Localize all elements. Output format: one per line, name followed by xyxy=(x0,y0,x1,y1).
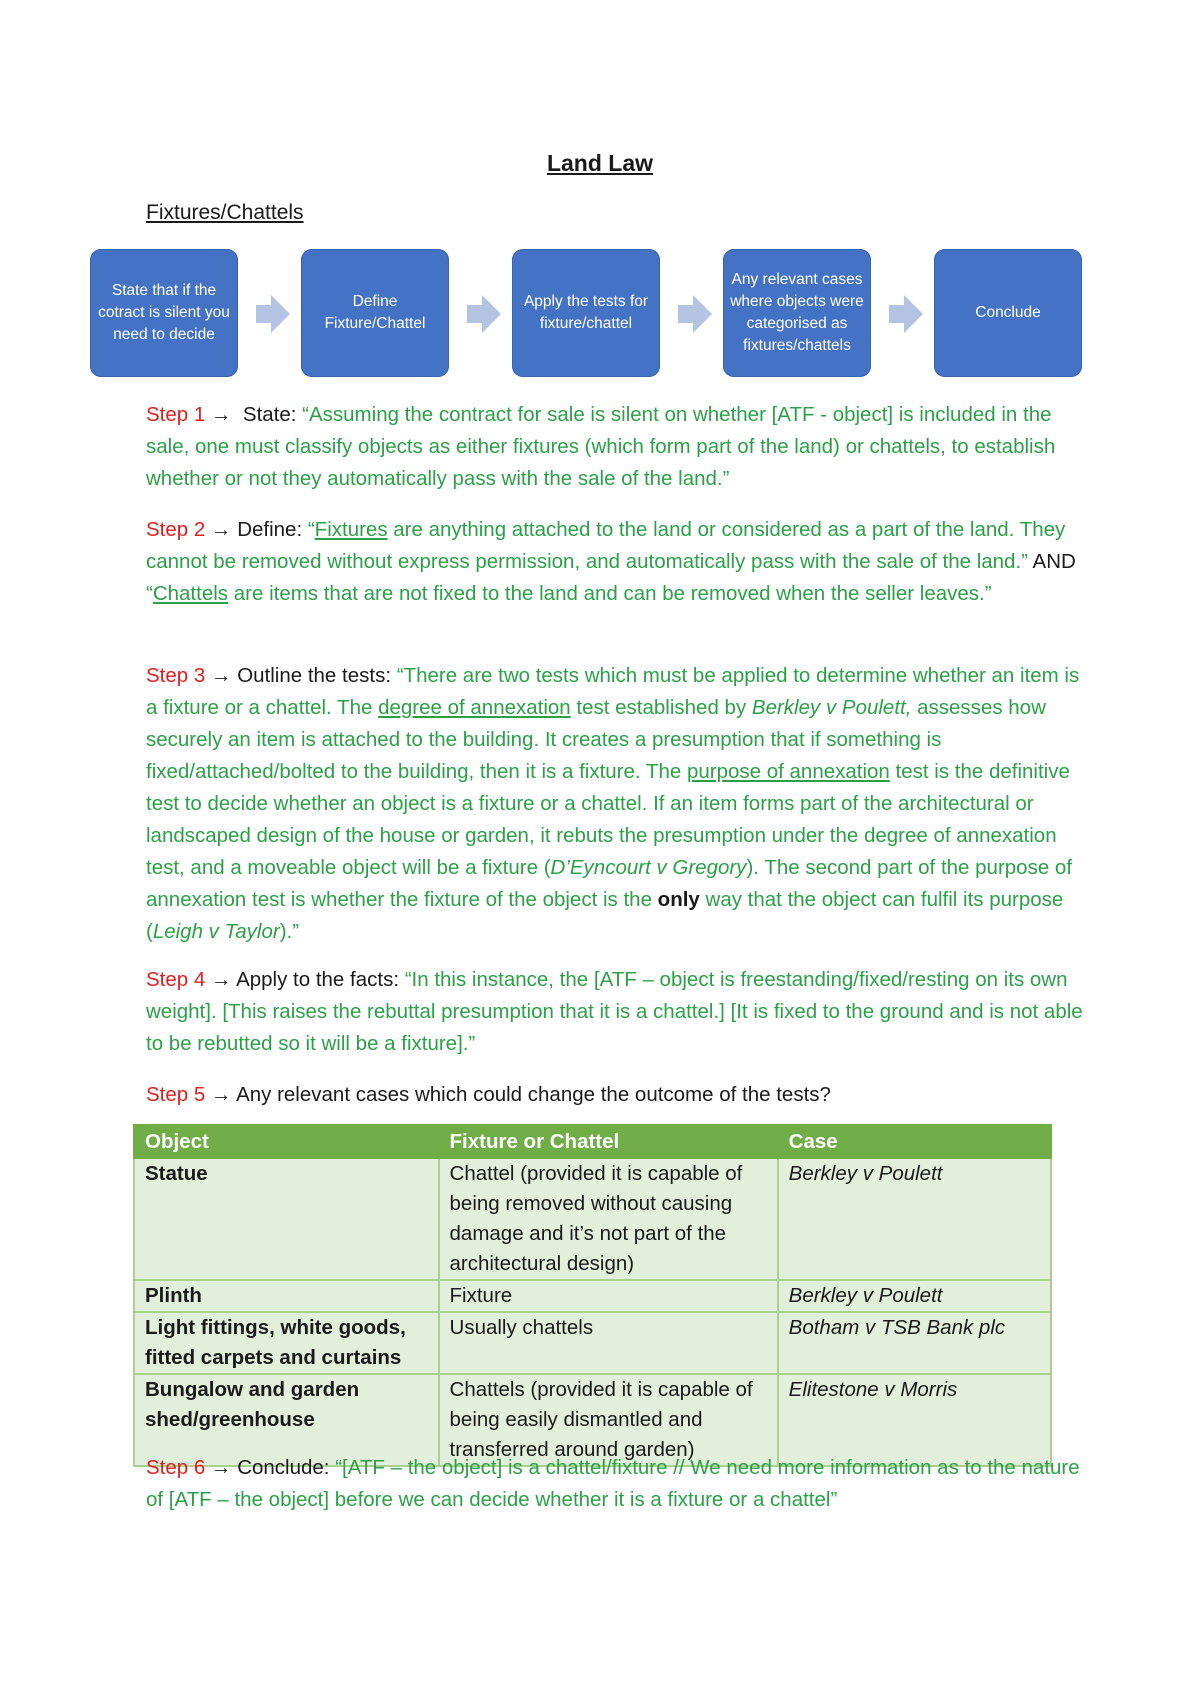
step-3-text-4: test is the definitive test to decide whether an object is a fixture or a chattel. If an item forms part of the architectural or landscaped design of the house or garden, it rebuts the presumption under the degree of annexation test, and a moveable object will be a fixture ( xyxy=(146,760,1070,879)
step-6-heading: Conclude: xyxy=(237,1456,336,1479)
step-6-text: “[ATF – the object] is a chattel/fixture // We need more information as to the nature of [ATF – the object] before we can decide whether it is a fixture or a chattel” xyxy=(146,1456,1080,1511)
step-3-text-1: “There are two tests which must be applied to determine whether an item is a fixture or a chattel. The xyxy=(146,664,1080,719)
arrow-icon: → xyxy=(210,1456,232,1479)
cell-object: Light fittings, white goods, fitted carpets and curtains xyxy=(134,1312,439,1374)
arrow-icon: → xyxy=(210,1083,232,1106)
case-berkley-v-poulett: Berkley v Poulett, xyxy=(751,696,912,719)
arrow-icon: → xyxy=(210,518,232,541)
column-header-classification: Fixture or Chattel xyxy=(439,1125,778,1158)
step-6-paragraph xyxy=(146,1452,1086,1516)
cell-classification: Chattels (provided it is capable of being easily dismantled and transferred around garden) xyxy=(439,1374,778,1466)
definition-fixtures: are anything attached to the land or considered as a part of the land. They cannot be removed without express permission, and automatically pass with the sale of the land.” xyxy=(146,518,1066,573)
case-leigh-v-taylor: Leigh v Taylor xyxy=(152,920,280,943)
cell-classification: Fixture xyxy=(439,1280,778,1312)
flow-box-state: State that if the cotract is silent you need to decide xyxy=(90,249,238,377)
step-2-paragraph xyxy=(146,514,1086,610)
step-3-text-7: ).” xyxy=(279,920,300,943)
term-purpose-of-annexation: purpose of annexation xyxy=(686,760,890,783)
flow-box-conclude: Conclude xyxy=(934,249,1082,377)
and-text: AND xyxy=(1027,550,1076,573)
step-1-paragraph xyxy=(146,399,1086,495)
step-3-heading: Outline the tests: xyxy=(237,664,397,687)
section-subtitle: Fixtures/Chattels xyxy=(146,201,304,224)
step-3-text-2: test established by xyxy=(570,696,752,719)
step-1-label: Step 1 xyxy=(146,403,206,426)
step-3-text-5: ). The second part of the purpose of annexation test is whether the fixture of the object is the xyxy=(146,856,1073,911)
step-3-text-6: way that the object can fulfil its purpose ( xyxy=(146,888,1064,943)
step-5-paragraph xyxy=(146,1079,1086,1111)
step-3-text-3: assesses how securely an item is attached to the building. It creates a presumption that if something is fixed/attached/bolted to the building, then it is a fixture. The xyxy=(146,696,1046,783)
table-header-row xyxy=(134,1125,1051,1158)
term-fixtures: Fixtures xyxy=(314,518,388,541)
quote-open: “ xyxy=(307,518,315,541)
column-header-object: Object xyxy=(134,1125,439,1158)
step-1-text: “Assuming the contract for sale is silent on whether [ATF - object] is included in the sale, one must classify objects as either fixtures (which form part of the land) or chattels, to establish whether or not they automatically pass with the sale of the land.” xyxy=(146,403,1056,490)
step-5-heading: Any relevant cases which could change the outcome of the tests? xyxy=(236,1083,831,1106)
cell-object: Statue xyxy=(134,1158,439,1280)
cell-classification: Usually chattels xyxy=(439,1312,778,1374)
arrow-icon: → xyxy=(210,403,232,426)
step-4-text: “In this instance, the [ATF – object is freestanding/fixed/resting on its own weight]. [This raises the rebuttal presumption that it is a chattel.] [It is fixed to the ground and is not able to be rebutted so it will be a fixture].” xyxy=(146,968,1083,1055)
cell-case: Elitestone v Morris xyxy=(778,1374,1051,1466)
step-4-heading: Apply to the facts: xyxy=(236,968,405,991)
cell-object: Plinth xyxy=(134,1280,439,1312)
step-3-paragraph xyxy=(146,660,1086,948)
page-title: Land Law xyxy=(546,150,654,176)
step-6-label: Step 6 xyxy=(146,1456,206,1479)
step-2-label: Step 2 xyxy=(146,518,206,541)
step-2-heading: Define: xyxy=(237,518,308,541)
cell-case: Berkley v Poulett xyxy=(778,1280,1051,1312)
definition-chattels: are items that are not fixed to the land and can be removed when the seller leaves.” xyxy=(228,582,992,605)
table-row xyxy=(134,1280,1051,1312)
cell-case: Berkley v Poulett xyxy=(778,1158,1051,1280)
step-1-heading: State: xyxy=(242,403,303,426)
term-chattels: Chattels xyxy=(152,582,229,605)
table-row xyxy=(134,1158,1051,1280)
process-flowchart xyxy=(90,249,1084,379)
cell-classification: Chattel (provided it is capable of being removed without causing damage and it’s not part of the architectural design) xyxy=(439,1158,778,1280)
step-3-label: Step 3 xyxy=(146,664,206,687)
step-4-paragraph xyxy=(146,964,1086,1060)
arrow-icon: → xyxy=(210,968,232,991)
case-deyncourt-v-gregory: D’Eyncourt v Gregory xyxy=(550,856,747,879)
flow-box-apply: Apply the tests for fixture/chattel xyxy=(512,249,660,377)
term-degree-of-annexation: degree of annexation xyxy=(378,696,571,719)
quote-open: “ xyxy=(146,582,153,605)
table-row xyxy=(134,1312,1051,1374)
column-header-case: Case xyxy=(778,1125,1051,1158)
cases-table xyxy=(133,1124,1052,1467)
step-4-label: Step 4 xyxy=(146,968,206,991)
emphasis-only: only xyxy=(657,888,700,911)
cell-case: Botham v TSB Bank plc xyxy=(778,1312,1051,1374)
cell-object: Bungalow and garden shed/greenhouse xyxy=(134,1374,439,1466)
arrow-icon: → xyxy=(210,664,232,687)
step-5-label: Step 5 xyxy=(146,1083,206,1106)
flow-box-define: Define Fixture/Chattel xyxy=(301,249,449,377)
flow-box-cases: Any relevant cases where objects were categorised as fixtures/chattels xyxy=(723,249,871,377)
